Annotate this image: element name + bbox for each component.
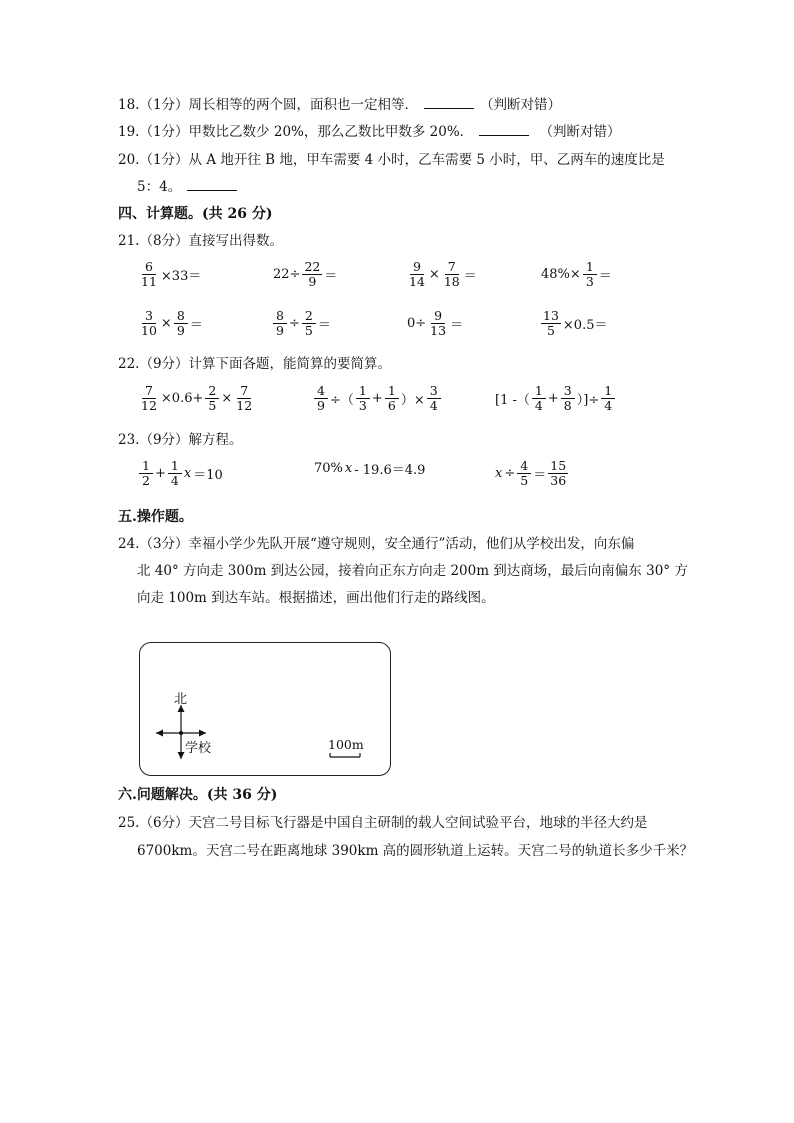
answer-blank[interactable] [479, 123, 529, 136]
question-20-line2: 5：4。 [137, 178, 243, 196]
section-6-heading: 六.问题解决。(共 36 分) [118, 787, 278, 803]
question-24-line1: 24.（3分）幸福小学少先队开展“遵守规则，安全通行”活动，他们从学校出发，向东偏 [118, 536, 635, 552]
section-5-heading: 五.操作题。 [118, 509, 193, 525]
q23-equation-2: 70% x - 19.6＝4.9 [314, 461, 426, 478]
q22-expr-2: $\frac{4}{9}$ ÷（ $\frac{1}{3}$ + $\frac{1}{6}$ ）× $\frac{3}{4}$ [313, 384, 442, 413]
scale-bar [330, 753, 360, 757]
question-25-line2: 6700km。天宫二号在距离地球 390km 高的圆形轨道上运转。天宫二号的轨道长多少千米？ [137, 843, 694, 859]
q23-equation-1: $\frac{1}{2}$ + $\frac{1}{4}$ x ＝10 [138, 459, 224, 488]
q21-item-6: $\frac{8}{9}$ ÷ $\frac{2}{5}$ ＝ [272, 309, 332, 338]
scale-label: 100m [328, 737, 364, 752]
q21-item-4: 48%× $\frac{1}{3}$ ＝ [541, 259, 612, 289]
question-25-line1: 25.（6分）天宫二号目标飞行器是中国自主研制的载人空间试验平台，地球的半径大约是 [118, 815, 648, 831]
section-4-heading: 四、计算题。(共 26 分) [118, 206, 273, 222]
answer-blank[interactable] [187, 178, 237, 191]
q22-expr-1: $\frac{7}{12}$ ×0.6+ $\frac{2}{5}$ × $\frac{7}{12}$ [141, 383, 253, 413]
route-drawing-area[interactable] [139, 642, 391, 776]
answer-blank[interactable] [424, 96, 474, 109]
q23-equation-3: x ÷ $\frac{4}{5}$ ＝ $\frac{15}{36}$ [495, 458, 567, 488]
compass-diagram [140, 643, 390, 775]
north-label: 北 [174, 692, 188, 707]
q21-item-5: $\frac{3}{10}$ × $\frac{8}{9}$ ＝ [141, 308, 203, 338]
question-22-title: 22.（9分）计算下面各题，能简算的要简算。 [118, 356, 392, 372]
question-23-title: 23.（9分）解方程。 [118, 432, 243, 448]
q21-item-2: 22÷ $\frac{22}{9}$ ＝ [273, 259, 338, 289]
q21-item-7: 0÷ $\frac{9}{13}$ ＝ [407, 308, 464, 338]
q21-item-1: $\frac{6}{11}$ ×33＝ [141, 259, 202, 289]
q22-expr-3: [1 -（ $\frac{1}{4}$ + $\frac{3}{8}$ ）]÷ $\frac{1}{4}$ [494, 384, 616, 413]
question-24-line2: 北 40° 方向走 300m 到达公园，接着向正东方向走 200m 到达商场，最后向南偏东 30° 方 [137, 563, 688, 579]
question-20-line1: 20.（1分）从 A 地开往 B 地，甲车需要 4 小时，乙车需要 5 小时，甲、乙两车的速度比是 [118, 152, 665, 168]
school-label: 学校 [185, 741, 212, 756]
question-24-line3: 向走 100m 到达车站。根据描述，画出他们行走的路线图。 [137, 590, 495, 606]
q21-item-8: $\frac{13}{5}$ ×0.5＝ [543, 308, 608, 338]
question-19: 19.（1分）甲数比乙数少 20%，那么乙数比甲数多 20%． （判断对错） [118, 124, 621, 140]
question-18: 18.（1分）周长相等的两个圆，面积也一定相等． （判断对错） [118, 97, 562, 113]
q21-item-3: $\frac{9}{14}$ × $\frac{7}{18}$ ＝ [409, 259, 477, 289]
question-21-title: 21.（8分）直接写出得数。 [118, 233, 284, 249]
